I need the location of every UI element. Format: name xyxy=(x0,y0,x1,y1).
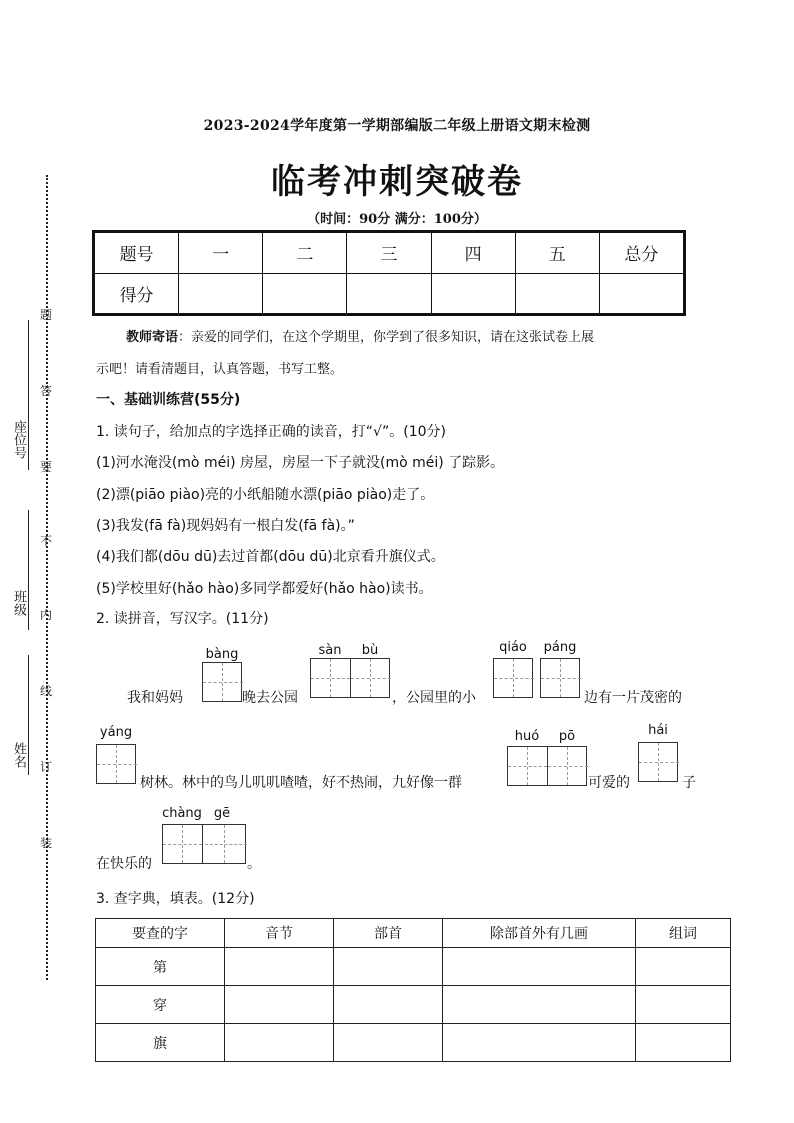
dict-header: 除部首外有几画 xyxy=(443,919,636,948)
dict-answer-cell[interactable] xyxy=(443,1024,636,1062)
seal-char: 不 xyxy=(40,534,53,548)
seat-number-field[interactable] xyxy=(28,320,29,470)
dict-answer-cell[interactable] xyxy=(225,986,334,1024)
pinyin-label: chàng xyxy=(162,806,202,821)
seal-char: 内 xyxy=(40,608,53,622)
seat-number-label: 座位号 xyxy=(11,420,26,459)
score-table-score-row xyxy=(94,273,685,315)
writing-box[interactable] xyxy=(493,658,533,698)
seal-char: 装 xyxy=(40,836,53,850)
section-heading: 一、基础训练营(55分) xyxy=(96,392,241,408)
q2-text: 边有一片茂密的 xyxy=(584,690,682,706)
exam-title: 临考冲刺突破卷 xyxy=(271,162,523,202)
q2-text: 晚去公园 xyxy=(242,690,298,706)
score-cell-1: 一 xyxy=(179,232,263,274)
score-cell-4: 四 xyxy=(431,232,515,274)
score-blank[interactable] xyxy=(347,273,431,315)
dictionary-row xyxy=(96,986,731,1024)
dict-header: 部首 xyxy=(334,919,443,948)
writing-box[interactable] xyxy=(638,742,678,782)
seal-char: 订 xyxy=(40,760,53,774)
teacher-note-line2: 示吧！请看清题目，认真答题，书写工整。 xyxy=(96,362,344,377)
pinyin-label: sàn xyxy=(318,643,342,658)
score-table xyxy=(92,230,686,316)
writing-cell[interactable] xyxy=(97,745,137,783)
dict-char: 旗 xyxy=(96,1024,225,1062)
score-blank[interactable] xyxy=(263,273,347,315)
question-1-item[interactable]: (3)我发(fā fà)现妈妈有一根白发(fā fà)。” xyxy=(96,518,355,534)
pinyin-label: bàng xyxy=(205,647,239,662)
q2-text: ，公园里的小 xyxy=(392,690,476,706)
pinyin-label: bù xyxy=(361,643,379,658)
dict-answer-cell[interactable] xyxy=(225,948,334,986)
score-cell-total: 总分 xyxy=(599,232,684,274)
writing-cell[interactable] xyxy=(205,825,247,863)
dictionary-table xyxy=(95,918,731,1062)
dict-header: 组词 xyxy=(636,919,731,948)
score-cell-label: 题号 xyxy=(94,232,179,274)
score-row-label: 得分 xyxy=(94,273,179,315)
dict-answer-cell[interactable] xyxy=(334,1024,443,1062)
dict-char: 穿 xyxy=(96,986,225,1024)
pinyin-label: pō xyxy=(558,729,576,744)
teacher-note-line1 xyxy=(96,326,594,345)
q2-text: 子 xyxy=(682,775,696,791)
question-1-item[interactable]: (2)漂(piāo piào)亮的小纸船随水漂(piāo piào)走了。 xyxy=(96,487,435,503)
score-blank[interactable] xyxy=(431,273,515,315)
writing-box[interactable] xyxy=(507,746,587,786)
dict-header: 音节 xyxy=(225,919,334,948)
score-blank[interactable] xyxy=(179,273,263,315)
seal-char: 要 xyxy=(40,460,53,474)
q2-text: 我和妈妈 xyxy=(127,690,183,706)
dict-answer-cell[interactable] xyxy=(334,948,443,986)
exam-subtitle: 2023-2024学年度第一学期部编版二年级上册语文期末检测 xyxy=(203,118,591,134)
pinyin-label: huó xyxy=(514,729,540,744)
writing-cell[interactable] xyxy=(541,659,581,697)
question-1-item[interactable]: (5)学校里好(hǎo hào)多同学都爱好(hǎo hào)读书。 xyxy=(96,581,433,597)
question-3-prompt: 3. 查字典，填表。(12分) xyxy=(96,891,255,907)
name-label: 姓名 xyxy=(11,742,26,768)
writing-box[interactable] xyxy=(310,658,390,698)
class-label: 班级 xyxy=(11,590,26,616)
pinyin-label: yáng xyxy=(99,725,133,740)
score-cell-3: 三 xyxy=(347,232,431,274)
dict-answer-cell[interactable] xyxy=(636,1024,731,1062)
dict-answer-cell[interactable] xyxy=(443,948,636,986)
writing-cell[interactable] xyxy=(548,747,588,785)
score-table-header-row xyxy=(94,232,685,274)
dictionary-row xyxy=(96,948,731,986)
pinyin-label: qiáo xyxy=(499,640,527,655)
dict-header: 要查的字 xyxy=(96,919,225,948)
dict-answer-cell[interactable] xyxy=(636,986,731,1024)
writing-cell[interactable] xyxy=(311,659,351,697)
binding-dotted-line xyxy=(46,175,48,980)
q2-text: 树林。林中的鸟儿叽叽喳喳，好不热闹，九好像一群 xyxy=(140,775,462,791)
pinyin-label: páng xyxy=(543,640,577,655)
score-blank[interactable] xyxy=(599,273,684,315)
writing-cell[interactable] xyxy=(163,825,203,863)
q2-text: 在快乐的 xyxy=(96,856,152,872)
question-1-item[interactable]: (4)我们都(dōu dū)去过首都(dōu dū)北京看升旗仪式。 xyxy=(96,549,445,565)
writing-cell[interactable] xyxy=(508,747,548,785)
question-1-item[interactable]: (1)河水淹没(mò méi) 房屋，房屋一下子就没(mò méi) 了踪影。 xyxy=(96,455,505,471)
writing-cell[interactable] xyxy=(639,743,679,781)
score-cell-2: 二 xyxy=(263,232,347,274)
class-field[interactable] xyxy=(28,510,29,630)
pinyin-label: gē xyxy=(213,806,231,821)
writing-box[interactable] xyxy=(96,744,136,784)
question-2-prompt: 2. 读拼音，写汉字。(11分) xyxy=(96,611,269,627)
score-cell-5: 五 xyxy=(515,232,599,274)
writing-box[interactable] xyxy=(202,662,242,702)
seal-char: 线 xyxy=(40,684,53,698)
dictionary-row xyxy=(96,1024,731,1062)
writing-box[interactable] xyxy=(540,658,580,698)
writing-cell[interactable] xyxy=(494,659,534,697)
dict-answer-cell[interactable] xyxy=(334,986,443,1024)
q2-text: 。 xyxy=(247,856,261,872)
time-info: （时间：90分 满分：100分） xyxy=(307,212,487,227)
teacher-note-text: ：亲爱的同学们，在这个学期里，你学到了很多知识，请在这张试卷上展 xyxy=(178,330,595,345)
question-1-prompt: 1. 读句子，给加点的字选择正确的读音，打“√”。(10分) xyxy=(96,424,446,440)
q2-text: 可爱的 xyxy=(588,775,630,791)
dictionary-header-row xyxy=(96,919,731,948)
writing-cell[interactable] xyxy=(351,659,391,697)
dict-answer-cell[interactable] xyxy=(225,1024,334,1062)
writing-box[interactable] xyxy=(162,824,246,864)
seal-char: 题 xyxy=(40,308,53,322)
teacher-note-label: 教师寄语 xyxy=(126,330,179,345)
seal-char: 答 xyxy=(40,384,53,398)
writing-cell[interactable] xyxy=(203,663,243,701)
name-field[interactable] xyxy=(28,655,29,775)
dict-answer-cell[interactable] xyxy=(636,948,731,986)
dict-answer-cell[interactable] xyxy=(443,986,636,1024)
pinyin-label: hái xyxy=(648,723,668,738)
score-blank[interactable] xyxy=(515,273,599,315)
dict-char: 第 xyxy=(96,948,225,986)
